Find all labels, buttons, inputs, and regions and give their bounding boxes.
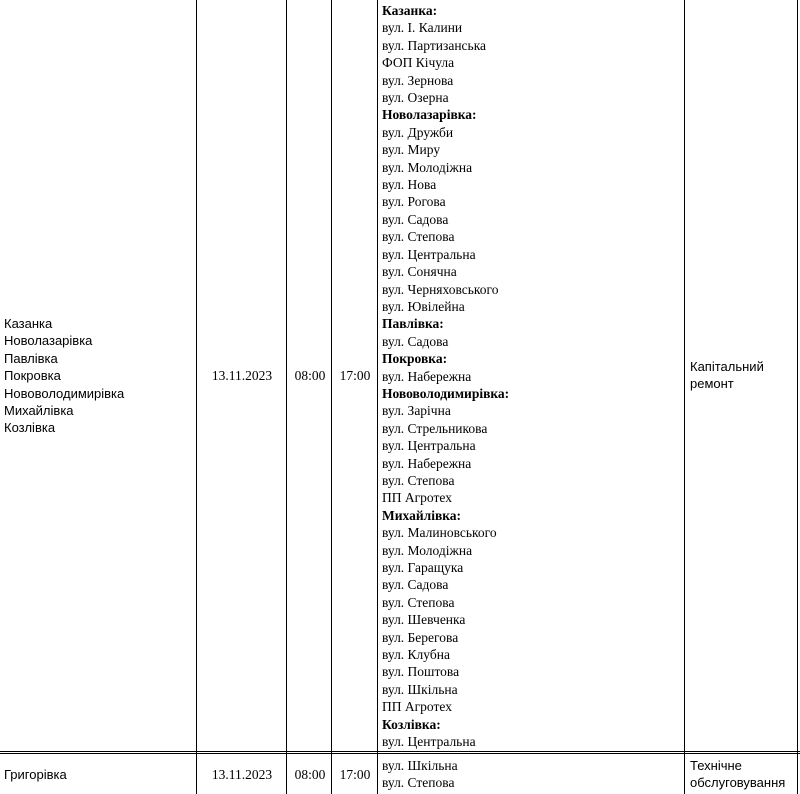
column-divider (286, 0, 287, 794)
date-cell: 13.11.2023 (211, 767, 273, 782)
street-item: вул. Набережна (382, 368, 472, 384)
street-item: вул. Берегова (382, 629, 459, 645)
column-divider (331, 0, 332, 794)
street-item: вул. Степова (382, 229, 455, 245)
street-item: вул. Садова (382, 333, 449, 349)
street-item: вул. Зернова (382, 72, 454, 88)
street-item: вул. Малиновського (382, 525, 497, 541)
street-item: вул. Нова (382, 177, 437, 193)
reason-cell (690, 757, 798, 792)
street-item: вул. Садова (382, 211, 449, 227)
streets-cell (382, 2, 682, 750)
reason-cell (690, 358, 798, 393)
settlement-name: Казанка (4, 316, 53, 331)
street-item: вул. Степова (382, 472, 455, 488)
street-item: вул. Озерна (382, 90, 449, 106)
row-divider (0, 751, 800, 752)
reason-text: Капітальний (690, 359, 764, 374)
settlement-heading: Казанка: (382, 3, 438, 18)
column-divider (196, 0, 197, 794)
end-time-cell: 17:00 (339, 368, 371, 383)
street-item: вул. Шкільна (382, 681, 458, 697)
settlement-name: Нововолодимирівка (4, 385, 125, 401)
settlement-name: Михайлівка (4, 403, 74, 419)
street-item: вул. Партизанська (382, 37, 487, 53)
street-item: вул. Дружби (382, 124, 454, 140)
street-item: ФОП Кічула (382, 55, 455, 71)
street-item: ПП Агротех (382, 699, 452, 715)
column-divider (377, 0, 378, 794)
street-item: вул. Молодіжна (382, 542, 473, 558)
street-item: вул. Степова (382, 775, 455, 791)
end-time-cell: 17:00 (339, 767, 371, 782)
street-item: вул. Центральна (382, 438, 476, 454)
start-time-cell: 08:00 (294, 767, 326, 782)
street-item: вул. Набережна (382, 455, 472, 471)
street-item: вул. Центральна (382, 734, 476, 750)
settlements-cell (4, 766, 194, 783)
street-item: вул. Гаращука (382, 560, 464, 575)
street-item: вул. Ювілейна (382, 298, 465, 314)
street-item: вул. І. Калини (382, 20, 463, 36)
street-item: вул. Зарічна (382, 403, 451, 419)
reason-text: обслуговування (690, 775, 786, 791)
column-divider (684, 0, 685, 794)
row-divider (0, 753, 800, 754)
settlement-name: Григорівка (4, 767, 67, 782)
street-item: вул. Садова (382, 577, 449, 593)
start-time-cell: 08:00 (294, 368, 326, 383)
settlement-heading: Павлівка: (382, 316, 444, 332)
street-item: вул. Черняховського (382, 281, 499, 297)
settlement-heading: Михайлівка: (382, 507, 462, 523)
settlement-name: Новолазарівка (4, 333, 93, 349)
street-item: вул. Миру (382, 142, 441, 158)
settlement-heading: Покровка: (382, 351, 448, 367)
streets-cell (382, 757, 682, 792)
street-item: ПП Агротех (382, 490, 452, 506)
street-item: вул. Шевченка (382, 612, 466, 628)
reason-text: ремонт (690, 376, 734, 392)
street-item: вул. Стрельникова (382, 420, 488, 436)
date-cell: 13.11.2023 (211, 368, 273, 383)
settlement-name: Покровка (4, 368, 61, 384)
street-item: вул. Рогова (382, 194, 446, 210)
street-item: вул. Поштова (382, 664, 460, 680)
settlement-heading: Нововолодимирівка: (382, 385, 510, 401)
column-divider (797, 0, 798, 794)
settlement-name: Козлівка (4, 420, 56, 436)
street-item: вул. Сонячна (382, 264, 457, 280)
street-item: вул. Степова (382, 594, 455, 610)
settlement-name: Павлівка (4, 350, 58, 366)
street-item: вул. Центральна (382, 246, 476, 262)
settlement-heading: Козлівка: (382, 716, 441, 732)
street-item: вул. Шкільна (382, 758, 458, 773)
street-item: вул. Молодіжна (382, 159, 473, 175)
settlement-heading: Новолазарівка: (382, 107, 477, 123)
reason-text: Технічне (690, 758, 742, 773)
street-item: вул. Клубна (382, 647, 450, 663)
settlements-cell (4, 315, 194, 437)
